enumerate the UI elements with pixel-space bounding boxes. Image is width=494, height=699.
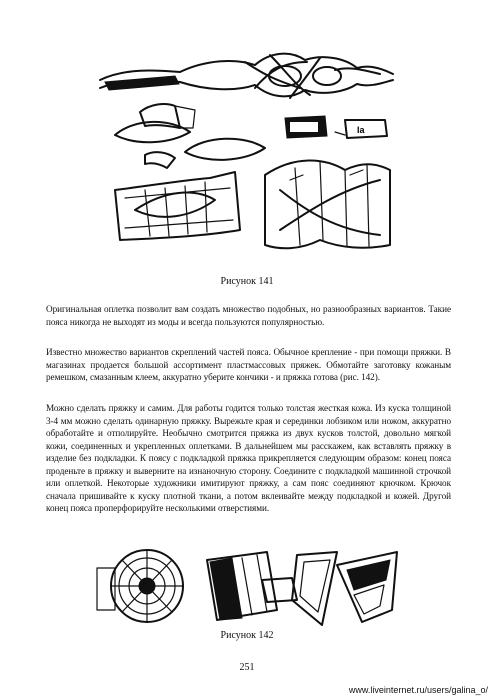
figure-141-illustration xyxy=(95,40,395,272)
buckle-mark-label: la xyxy=(357,125,365,135)
figure-141-caption: Рисунок 141 xyxy=(220,276,274,287)
triangle-buckle-right-drawing xyxy=(337,552,397,622)
woven-piece-left-drawing xyxy=(115,172,240,240)
leaf-pieces-drawing xyxy=(115,104,265,168)
round-buckle-drawing xyxy=(97,550,183,622)
paragraph-1: Оригинальная оплетка позволит вам создать множество подобных, но разнообразных вариантов. Такие пояса никогда не выходят из моды и всегда пользуются популярностью. xyxy=(46,304,451,327)
wrapped-buckle-drawing xyxy=(207,552,297,620)
page-number: 251 xyxy=(239,662,255,673)
footer-url[interactable]: www.liveinternet.ru/users/galina_o/ xyxy=(348,685,488,695)
triangle-buckle-left-drawing xyxy=(292,552,337,625)
woven-piece-right-drawing xyxy=(265,160,390,248)
paragraph-2: Известно множество вариантов скреплений частей пояса. Обычное крепление - при помощи пряжки. В магазинах продается большой ассортимент пластмассовых пряжек. Обмотайте заготовку кожаным ремешком, смазанным клеем, аккуратно уберите кончики - и пряжка готова (рис. 142). xyxy=(46,347,451,382)
buckle-pieces-drawing xyxy=(285,116,387,138)
figure-142-caption: Рисунок 142 xyxy=(220,630,274,641)
braided-belt-drawing xyxy=(100,54,393,98)
figure-142-illustration xyxy=(92,540,412,632)
paragraph-3: Можно сделать пряжку и самим. Для работы годится только толстая жесткая кожа. Из куска толщиной 3-4 мм можно сделать одинарную пряжку. Вырежьте края и серединки лобзиком или ножом, аккуратно обработайте и отполируйте. Необычно смотрится пряжка из двух кусков толстой, довольно мягкой кожи, соединенных и укрепленных оплетками. В дальнейшем мы расскажем, как вставлять пряжку в изделие без подкладки. К поясу с подкладкой пряжка прикрепляется следующим образом: конец пояса проденьте в пряжку и выверните на изнаночную сторону. Соедините с подкладкой машинной строчкой или оплеткой. Некоторые художники имитируют пряжку, а сам пояс соединяют крючком. Крючок сначала пришивайте к куску плотной ткани, а потом вклеивайте между подкладкой и кожей. Другой конец пояса проперфорируйте несколькими отверстиями. xyxy=(46,403,451,513)
